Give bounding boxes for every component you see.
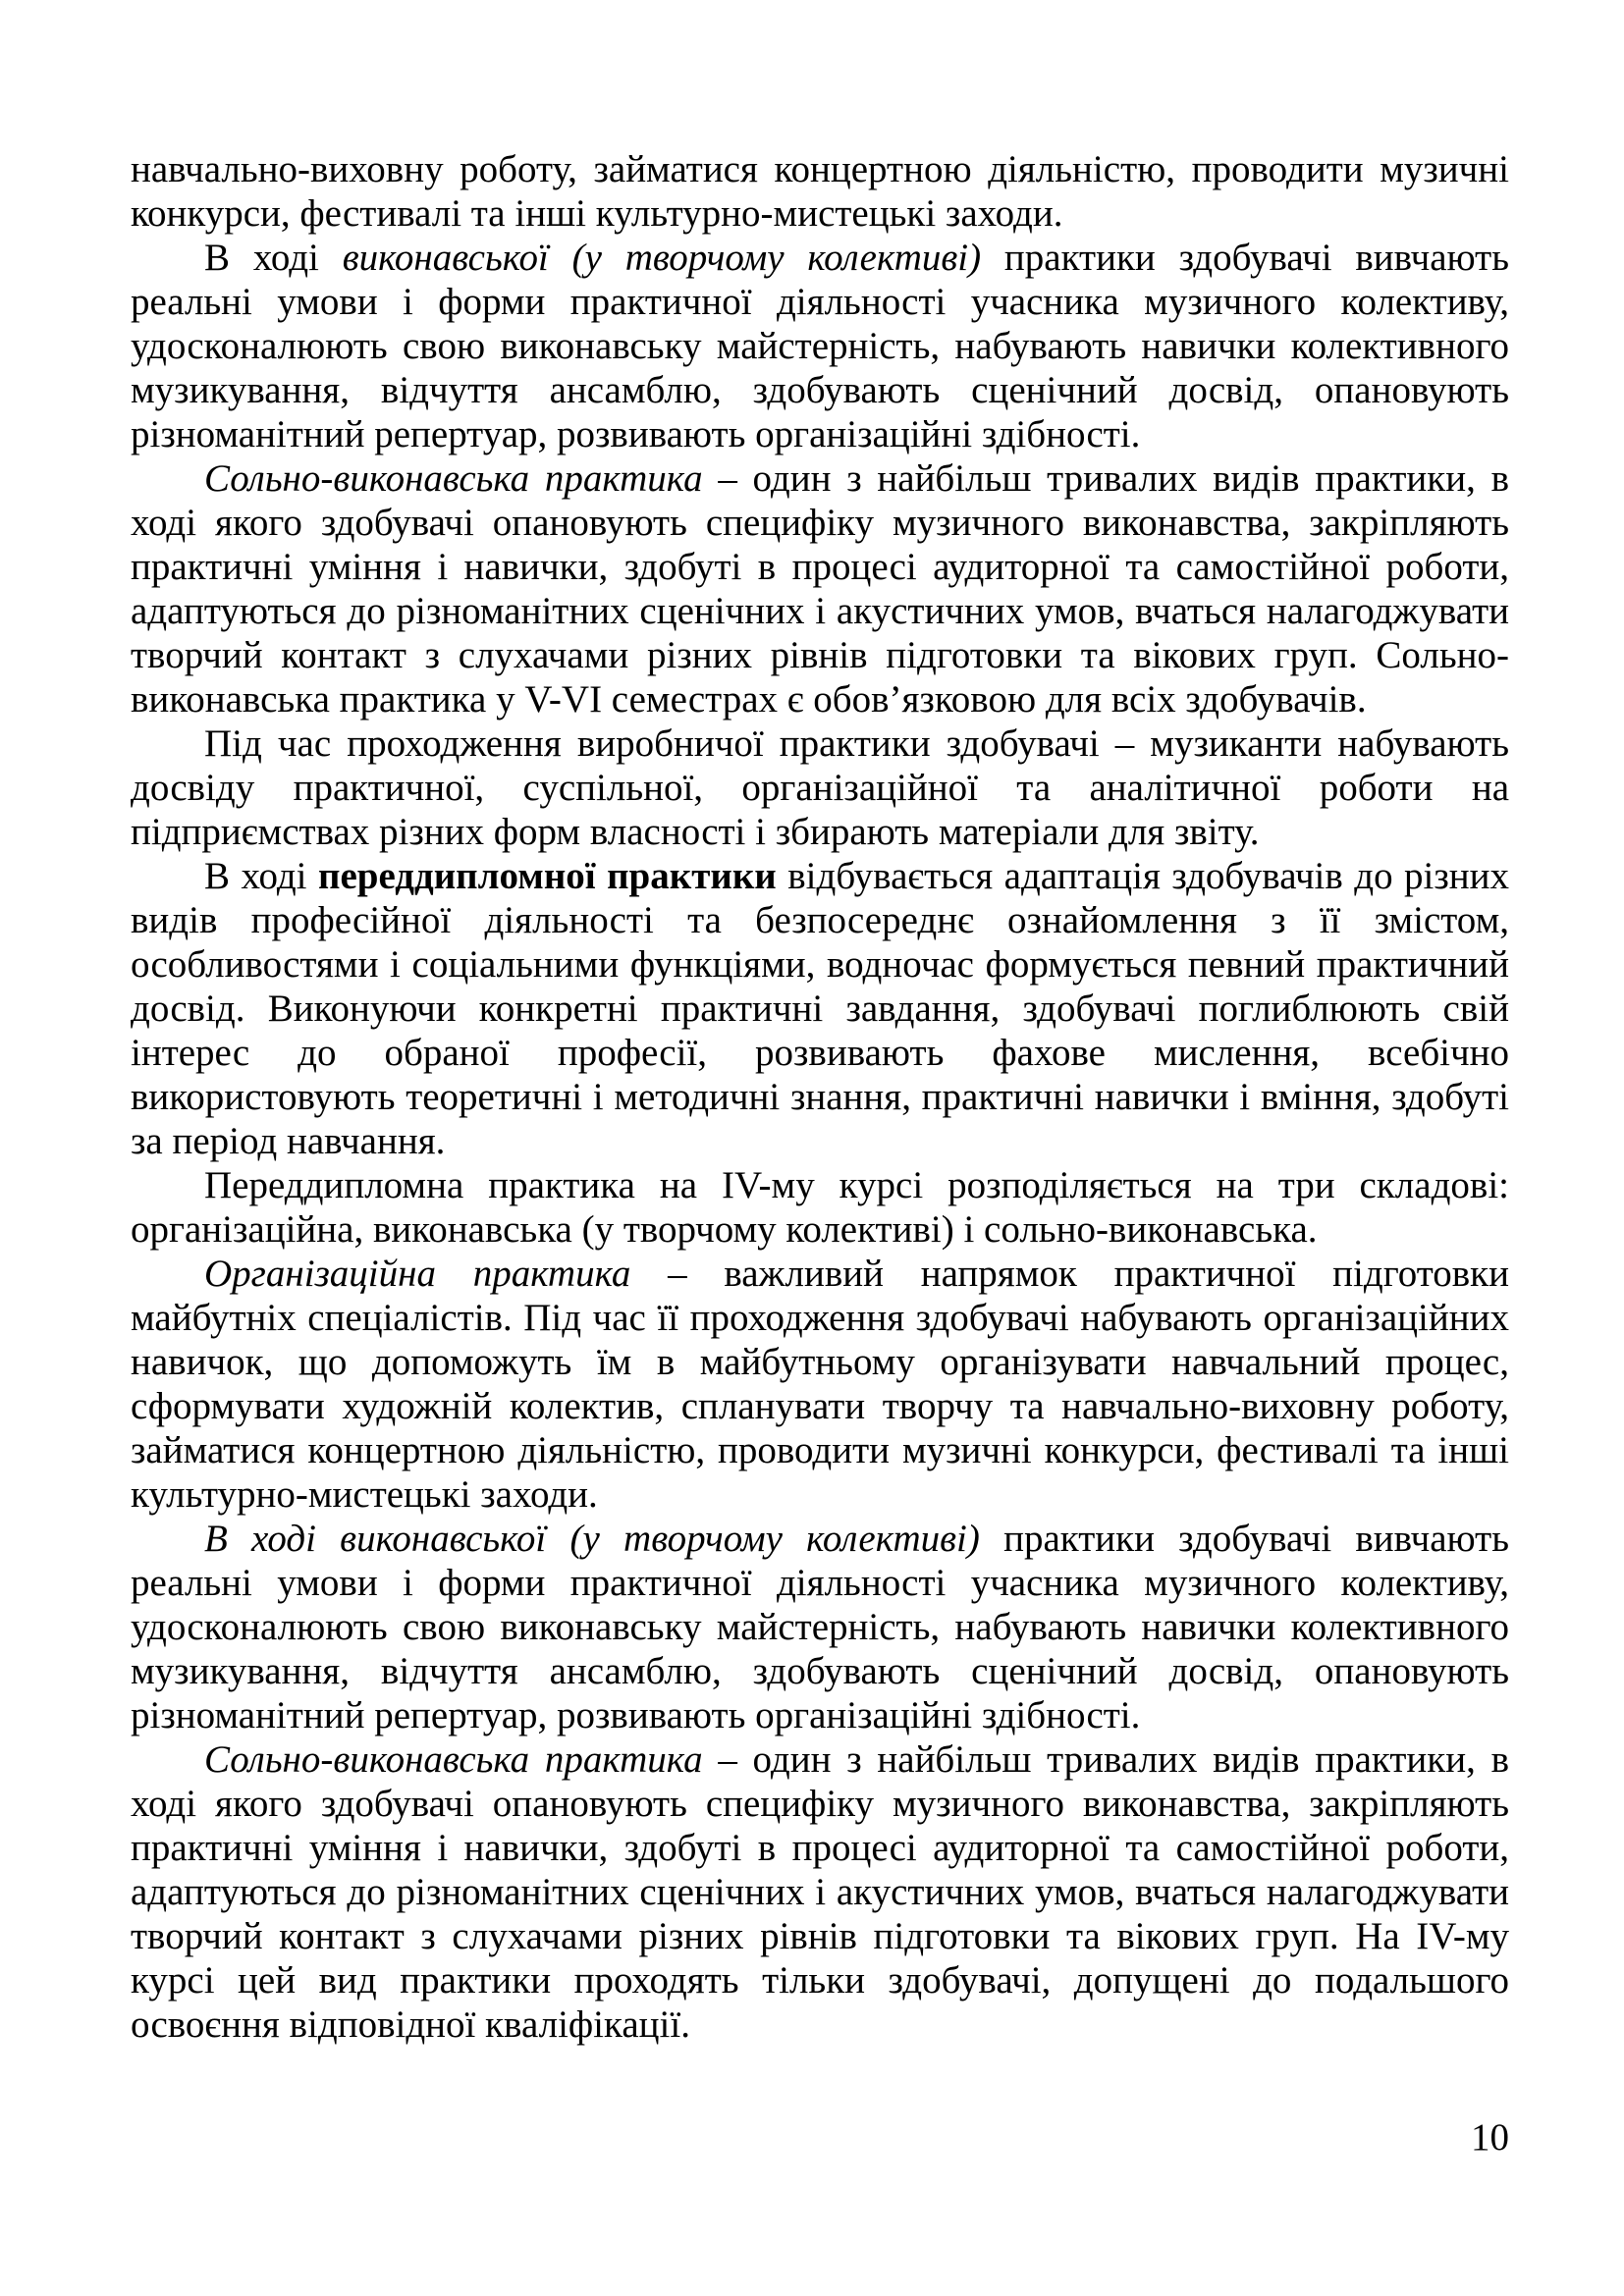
paragraph	[131, 854, 1509, 1163]
text-run: – один з найбільш тривалих видів практики, в ході якого здобувачі опановують специфіку музичного виконавства, закріпляють практичні уміння і навички, здобуті в процесі аудиторної та самостійної роботи, адаптуються до різноманітних сценічних і акустичних умов, вчаться налагоджувати творчий контакт з слухачами різних рівнів підготовки та вікових груп. Сольно-виконавська практика у V-VI семестрах є обов’язковою для всіх здобувачів.	[131, 457, 1509, 721]
paragraph	[131, 721, 1509, 854]
paragraph	[131, 1737, 1509, 2047]
text-run: переддипломної практики	[317, 855, 777, 897]
paragraph	[131, 147, 1509, 236]
text-run: виконавської (у творчому колективі)	[342, 237, 982, 279]
text-run: В ході	[204, 855, 318, 897]
paragraph	[131, 1163, 1509, 1252]
text-run: практики здобувачі вивчають реальні умови і форми практичної діяльності учасника музичного колективу, удосконалюють свою виконавську майстерність, набувають навички колективного музикування, відчуття ансамблю, здобувають сценічний досвід, опановують різноманітний репертуар, розвивають організаційні здібності.	[131, 1518, 1509, 1736]
text-run: Переддипломна практика на IV-му курсі розподіляється на три складові: організаційна, виконавська (у творчому колективі) і сольно-виконавська.	[131, 1164, 1509, 1251]
paragraph	[131, 1252, 1509, 1517]
text-run: Сольно-виконавська практика	[204, 457, 703, 500]
paragraph	[131, 1517, 1509, 1737]
text-run: навчально-виховну роботу, займатися концертною діяльністю, проводити музичні конкурси, фестивалі та інші культурно-мистецькі заходи.	[131, 148, 1509, 235]
text-run: В ході	[204, 237, 343, 279]
text-run: – один з найбільш тривалих видів практики, в ході якого здобувачі опановують специфіку музичного виконавства, закріпляють практичні уміння і навички, здобуті в процесі аудиторної та самостійної роботи, адаптуються до різноманітних сценічних і акустичних умов, вчаться налагоджувати творчий контакт з слухачами різних рівнів підготовки та вікових груп. На IV-му курсі цей вид практики проходять тільки здобувачі, допущені до подальшого освоєння відповідної кваліфікації.	[131, 1738, 1509, 2046]
text-run: практики здобувачі вивчають реальні умови і форми практичної діяльності учасника музичного колективу, удосконалюють свою виконавську майстерність, набувають навички колективного музикування, відчуття ансамблю, здобувають сценічний досвід, опановують різноманітний репертуар, розвивають організаційні здібності.	[131, 237, 1509, 455]
text-run: Сольно-виконавська практика	[204, 1738, 703, 1781]
page-number: 10	[1471, 2116, 1509, 2159]
text-run: Під час проходження виробничої практики здобувачі – музиканти набувають досвіду практичної, суспільної, організаційної та аналітичної роботи на підприємствах різних форм власності і збирають матеріали для звіту.	[131, 722, 1509, 853]
text-run: – важливий напрямок практичної підготовки майбутніх спеціалістів. Під час її проходження здобувачі набувають організаційних навичок, що допоможуть їм в майбутньому організувати навчальний процес, сформувати художній колектив, спланувати творчу та навчально-виховну роботу, займатися концертною діяльністю, проводити музичні конкурси, фестивалі та інші культурно-мистецькі заходи.	[131, 1253, 1509, 1516]
paragraph	[131, 456, 1509, 721]
text-content	[131, 147, 1509, 2047]
text-run: відбувається адаптація здобувачів до різних видів професійної діяльності та безпосереднє ознайомлення з її змістом, особливостями і соціальними функціями, водночас формується певний практичний досвід. Виконуючи конкретні практичні завдання, здобувачі поглиблюють свій інтерес до обраної професії, розвивають фахове мислення, всебічно використовують теоретичні і методичні знання, практичні навички і вміння, здобуті за період навчання.	[131, 855, 1510, 1162]
text-run: Організаційна практика	[204, 1253, 631, 1295]
text-run: В ході виконавської (у творчому колективі)	[204, 1518, 980, 1560]
paragraph	[131, 236, 1509, 456]
